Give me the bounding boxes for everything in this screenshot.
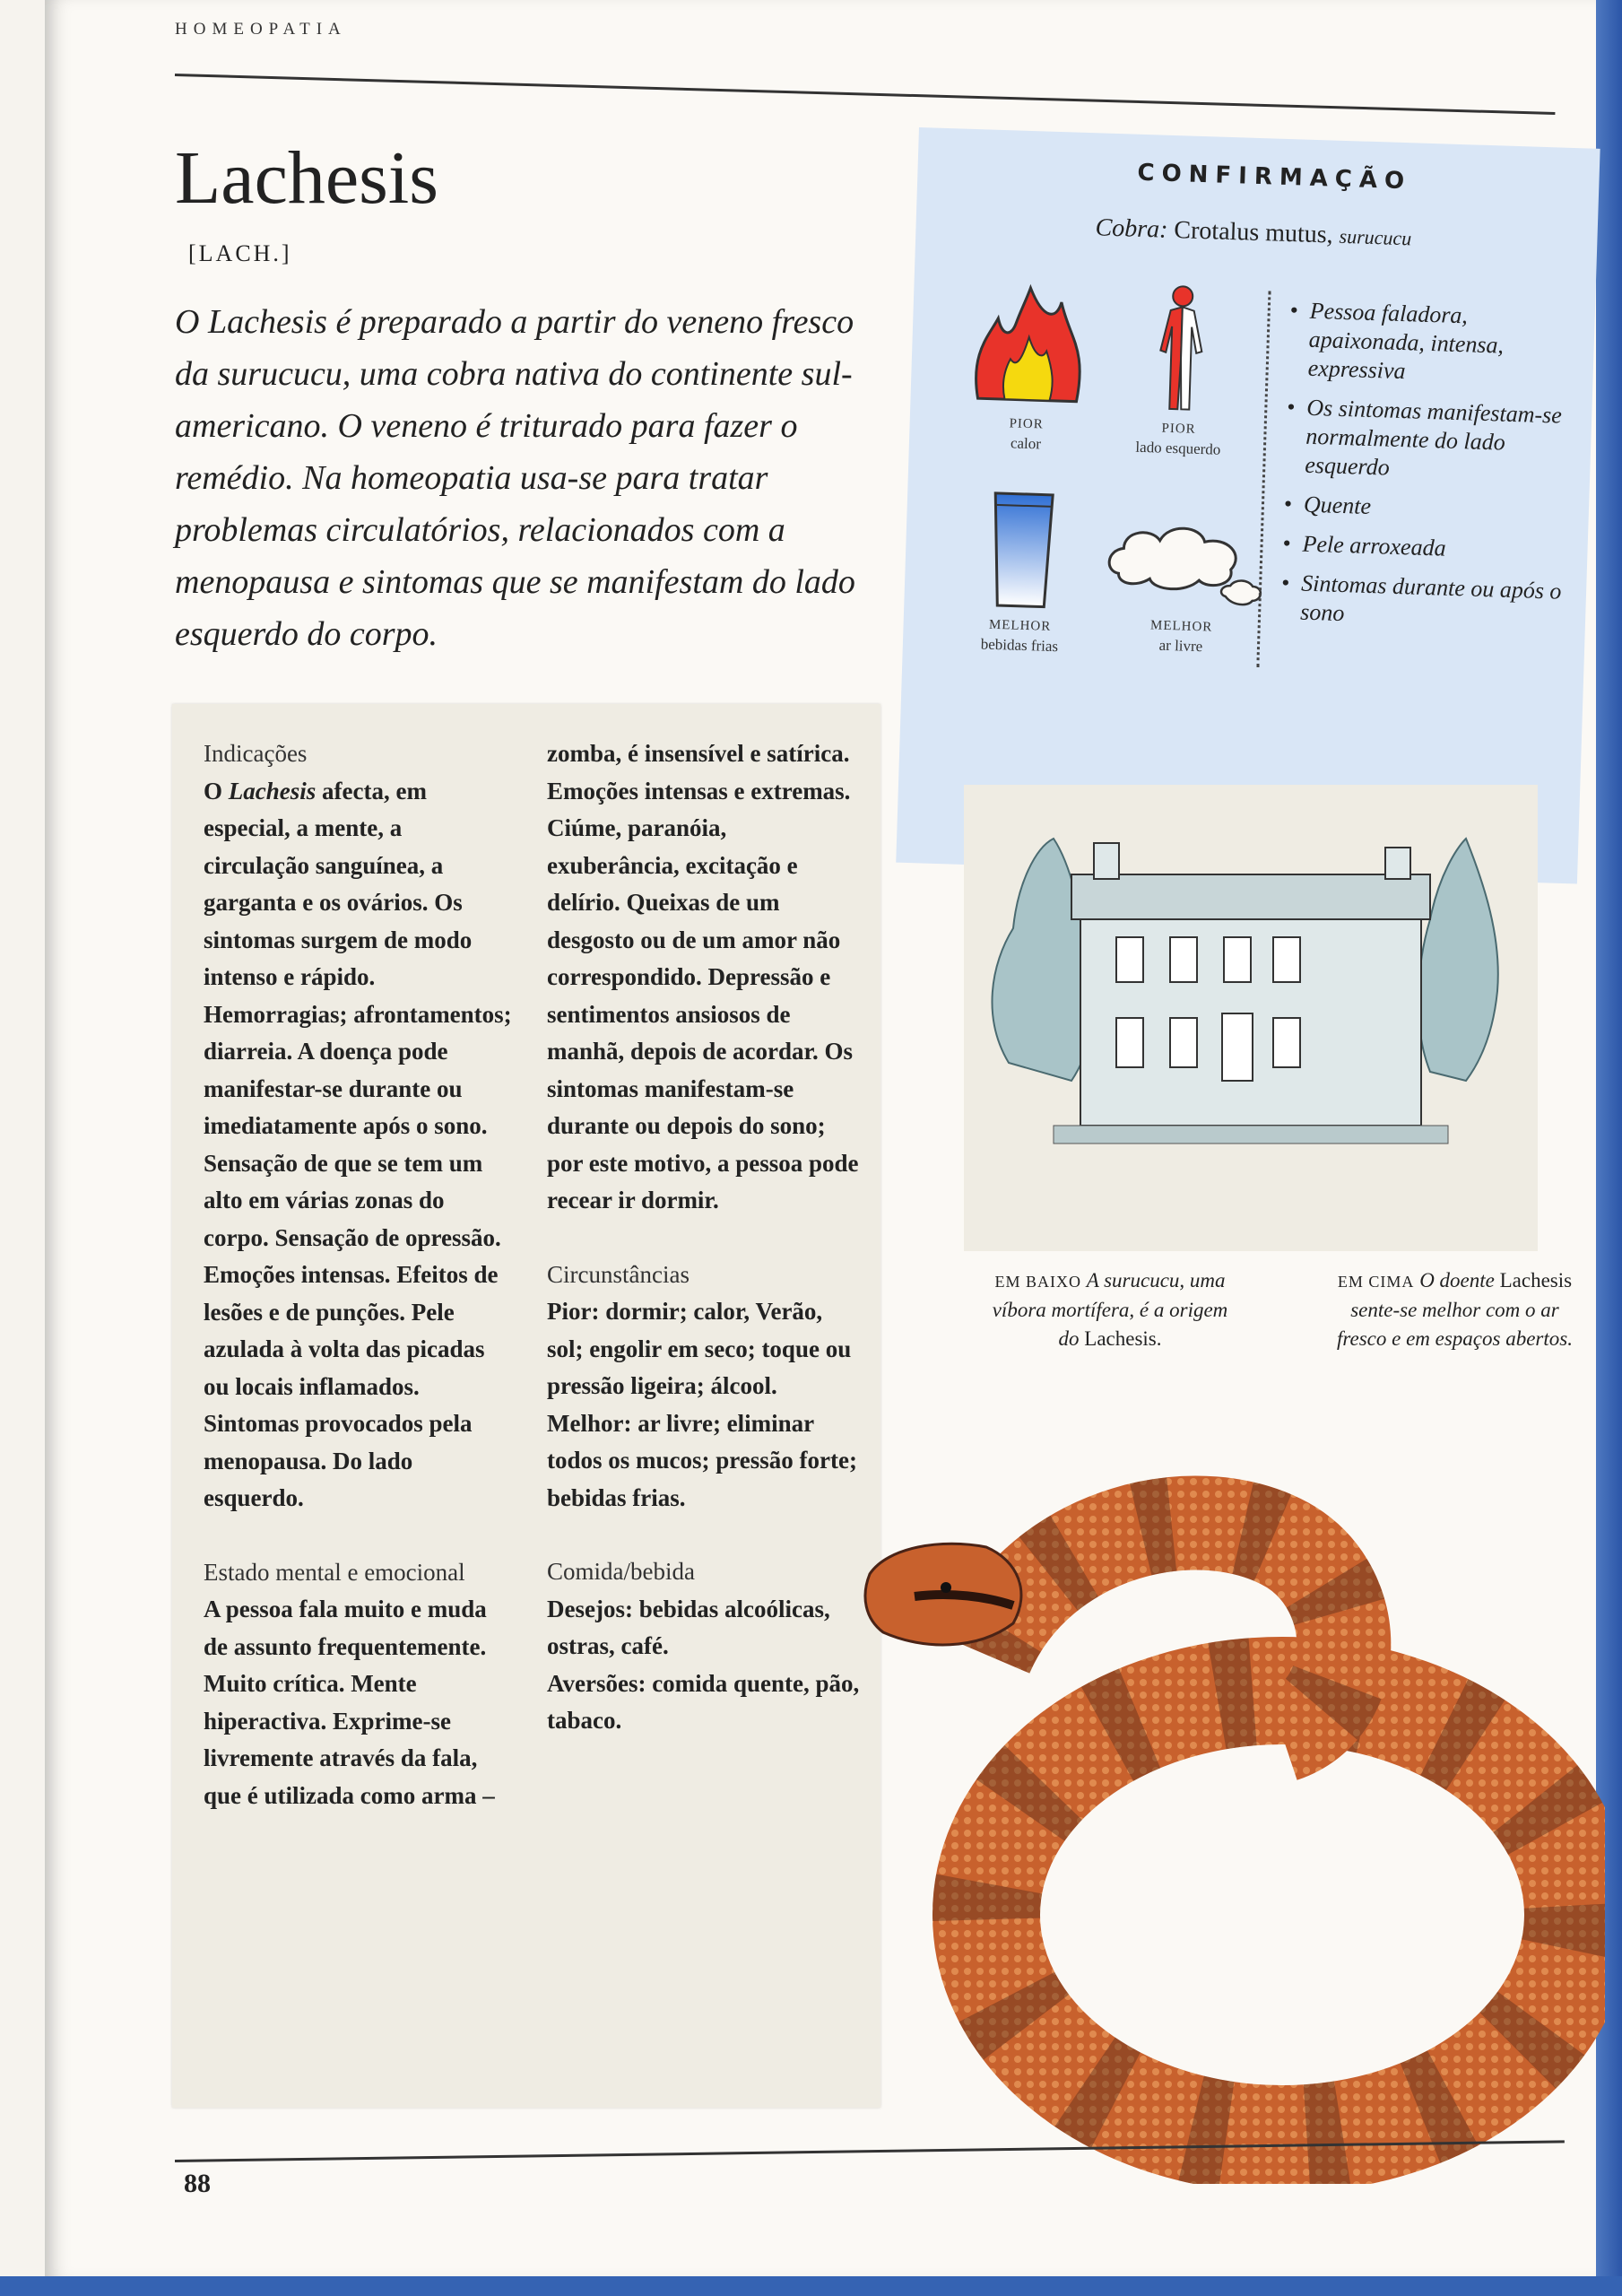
text-panel	[172, 704, 880, 2108]
section-body-estado: A pessoa fala muito e muda de assunto frequentemente. Muito crítica. Mente hiperactiva. Exprime-se livremente através da fala, que é utilizada como arma –	[204, 1596, 495, 1809]
section-heading-circunstancias: Circunstâncias	[547, 1260, 690, 1288]
page-title: Lachesis	[175, 136, 438, 220]
bullet-item: • Pessoa faladora, apaixonada, intensa, expressiva	[1288, 296, 1586, 391]
bullet-item: • Os sintomas manifestam-se normalmente do lado esquerdo	[1285, 393, 1583, 488]
symbol-label: PIOR	[1161, 421, 1196, 437]
symbol-worse-heat	[963, 282, 1094, 456]
caption-name: Lachesis	[1499, 1269, 1573, 1292]
caption-house	[1336, 1266, 1574, 1353]
section-body-indicacoes	[204, 773, 513, 1518]
circunstancias-pior: Pior: dormir; calor, Verão, sol; engolir em seco; toque ou pressão ligeira; álcool.	[547, 1298, 852, 1399]
section-heading-estado: Estado mental e emocional	[204, 1558, 465, 1586]
caption-italic: A surucucu, uma víbora mortífera, é a origem do	[992, 1269, 1228, 1350]
symbol-better-open-air	[1096, 510, 1271, 659]
symbol-better-cold-drinks	[966, 488, 1079, 657]
caption-end: Lachesis.	[1084, 1327, 1162, 1350]
caption-italic: O doente	[1419, 1269, 1495, 1292]
bullet-item: • Sintomas durante ou após o sono	[1280, 569, 1578, 635]
remedy-abbreviation: [LACH.]	[188, 240, 292, 266]
glass-water-icon	[984, 489, 1060, 612]
bullet-item: • Quente	[1284, 490, 1581, 527]
section-body-continued: zomba, é insensível e satírica. Emoções intensas e extremas. Ciúme, paranóia, exuberância, excitação e delírio. Queixas de um desgosto ou de um amor não correspondido. Depressão e sentimentos ansiosos de manhã, depois de acordar. Os sintomas manifestam-se durante ou depois do sono; por este motivo, a pessoa pode recear ir dormir.	[547, 740, 859, 1213]
source-common: surucucu	[1339, 224, 1412, 250]
desk-background	[0, 2276, 1622, 2296]
confirmation-box	[896, 127, 1600, 883]
caption-prefix: EM CIMA	[1337, 1273, 1415, 1291]
cloud-icon	[1099, 510, 1268, 614]
intro-paragraph: O Lachesis é preparado a partir do veneno fresco da surucucu, uma cobra nativa do continente sul-americano. O veneno é triturado para fazer o remédio. Na homeopatia usa-se para tratar problemas circulatórios, relacionados com a menopausa e sintomas que se manifestam do lado esquerdo do corpo.	[175, 303, 855, 653]
source-label: Cobra:	[1095, 213, 1168, 244]
snake-icon	[861, 1413, 1605, 2184]
column-left	[204, 735, 513, 1814]
symbol-text: lado esquerdo	[1135, 438, 1221, 458]
circunstancias-melhor: Melhor: ar livre; eliminar todos os mucos; pressão forte; bebidas frias.	[547, 1409, 857, 1511]
confirmation-bullets	[1279, 296, 1586, 646]
symbol-worse-left-side	[1111, 282, 1251, 461]
bullet-item: • Pele arroxeada	[1282, 529, 1579, 567]
flame-icon	[968, 282, 1089, 411]
symbol-label: PIOR	[1009, 416, 1045, 432]
caption-snake	[984, 1266, 1236, 1353]
caption-italic: sente-se melhor com o ar fresco e em espaços abertos.	[1337, 1299, 1573, 1350]
house-illustration-panel	[964, 785, 1538, 1251]
body-text: afecta, em especial, a mente, a circulação sanguínea, a garganta e os ovários. Os sintomas surgem de modo intenso e rápido. Hemorragias; afrontamentos; diarreia. A doença pode manifestar-se durante ou imediatamente após o sono. Sensação de que se tem um alto em várias zonas do corpo. Sensação de opressão. Emoções intensas. Efeitos de lesões e de punções. Pele azulada à volta das picadas ou locais inflamados. Sintomas provocados pela menopausa. Do lado esquerdo.	[204, 777, 512, 1511]
body-text: O	[204, 777, 229, 804]
comida-desejos: Desejos: bebidas alcoólicas, ostras, café.	[547, 1595, 830, 1659]
running-head: HOMEOPATIA	[175, 20, 347, 39]
section-heading-comida: Comida/bebida	[547, 1558, 695, 1585]
symbol-text: calor	[1010, 434, 1042, 453]
house-illustration	[964, 785, 1538, 1251]
symbol-label: MELHOR	[1149, 618, 1213, 635]
symbol-label: MELHOR	[988, 617, 1052, 634]
symbol-text: bebidas frias	[980, 635, 1059, 656]
confirmation-source	[1095, 213, 1412, 252]
body-left-side-icon	[1148, 283, 1215, 414]
comida-aversoes: Aversões: comida quente, pão, tabaco.	[547, 1669, 860, 1734]
remedy-name: Lachesis	[228, 777, 317, 804]
source-name: Crotalus mutus,	[1173, 215, 1334, 249]
symbol-text: ar livre	[1158, 636, 1203, 656]
confirmation-title: CONFIRMAÇÃO	[1137, 159, 1412, 196]
caption-prefix: EM BAIXO	[994, 1273, 1081, 1291]
section-heading-indicacoes: Indicações	[204, 740, 308, 767]
snake-photo	[861, 1413, 1605, 2184]
column-right	[547, 735, 861, 1740]
page-number: 88	[184, 2169, 211, 2198]
